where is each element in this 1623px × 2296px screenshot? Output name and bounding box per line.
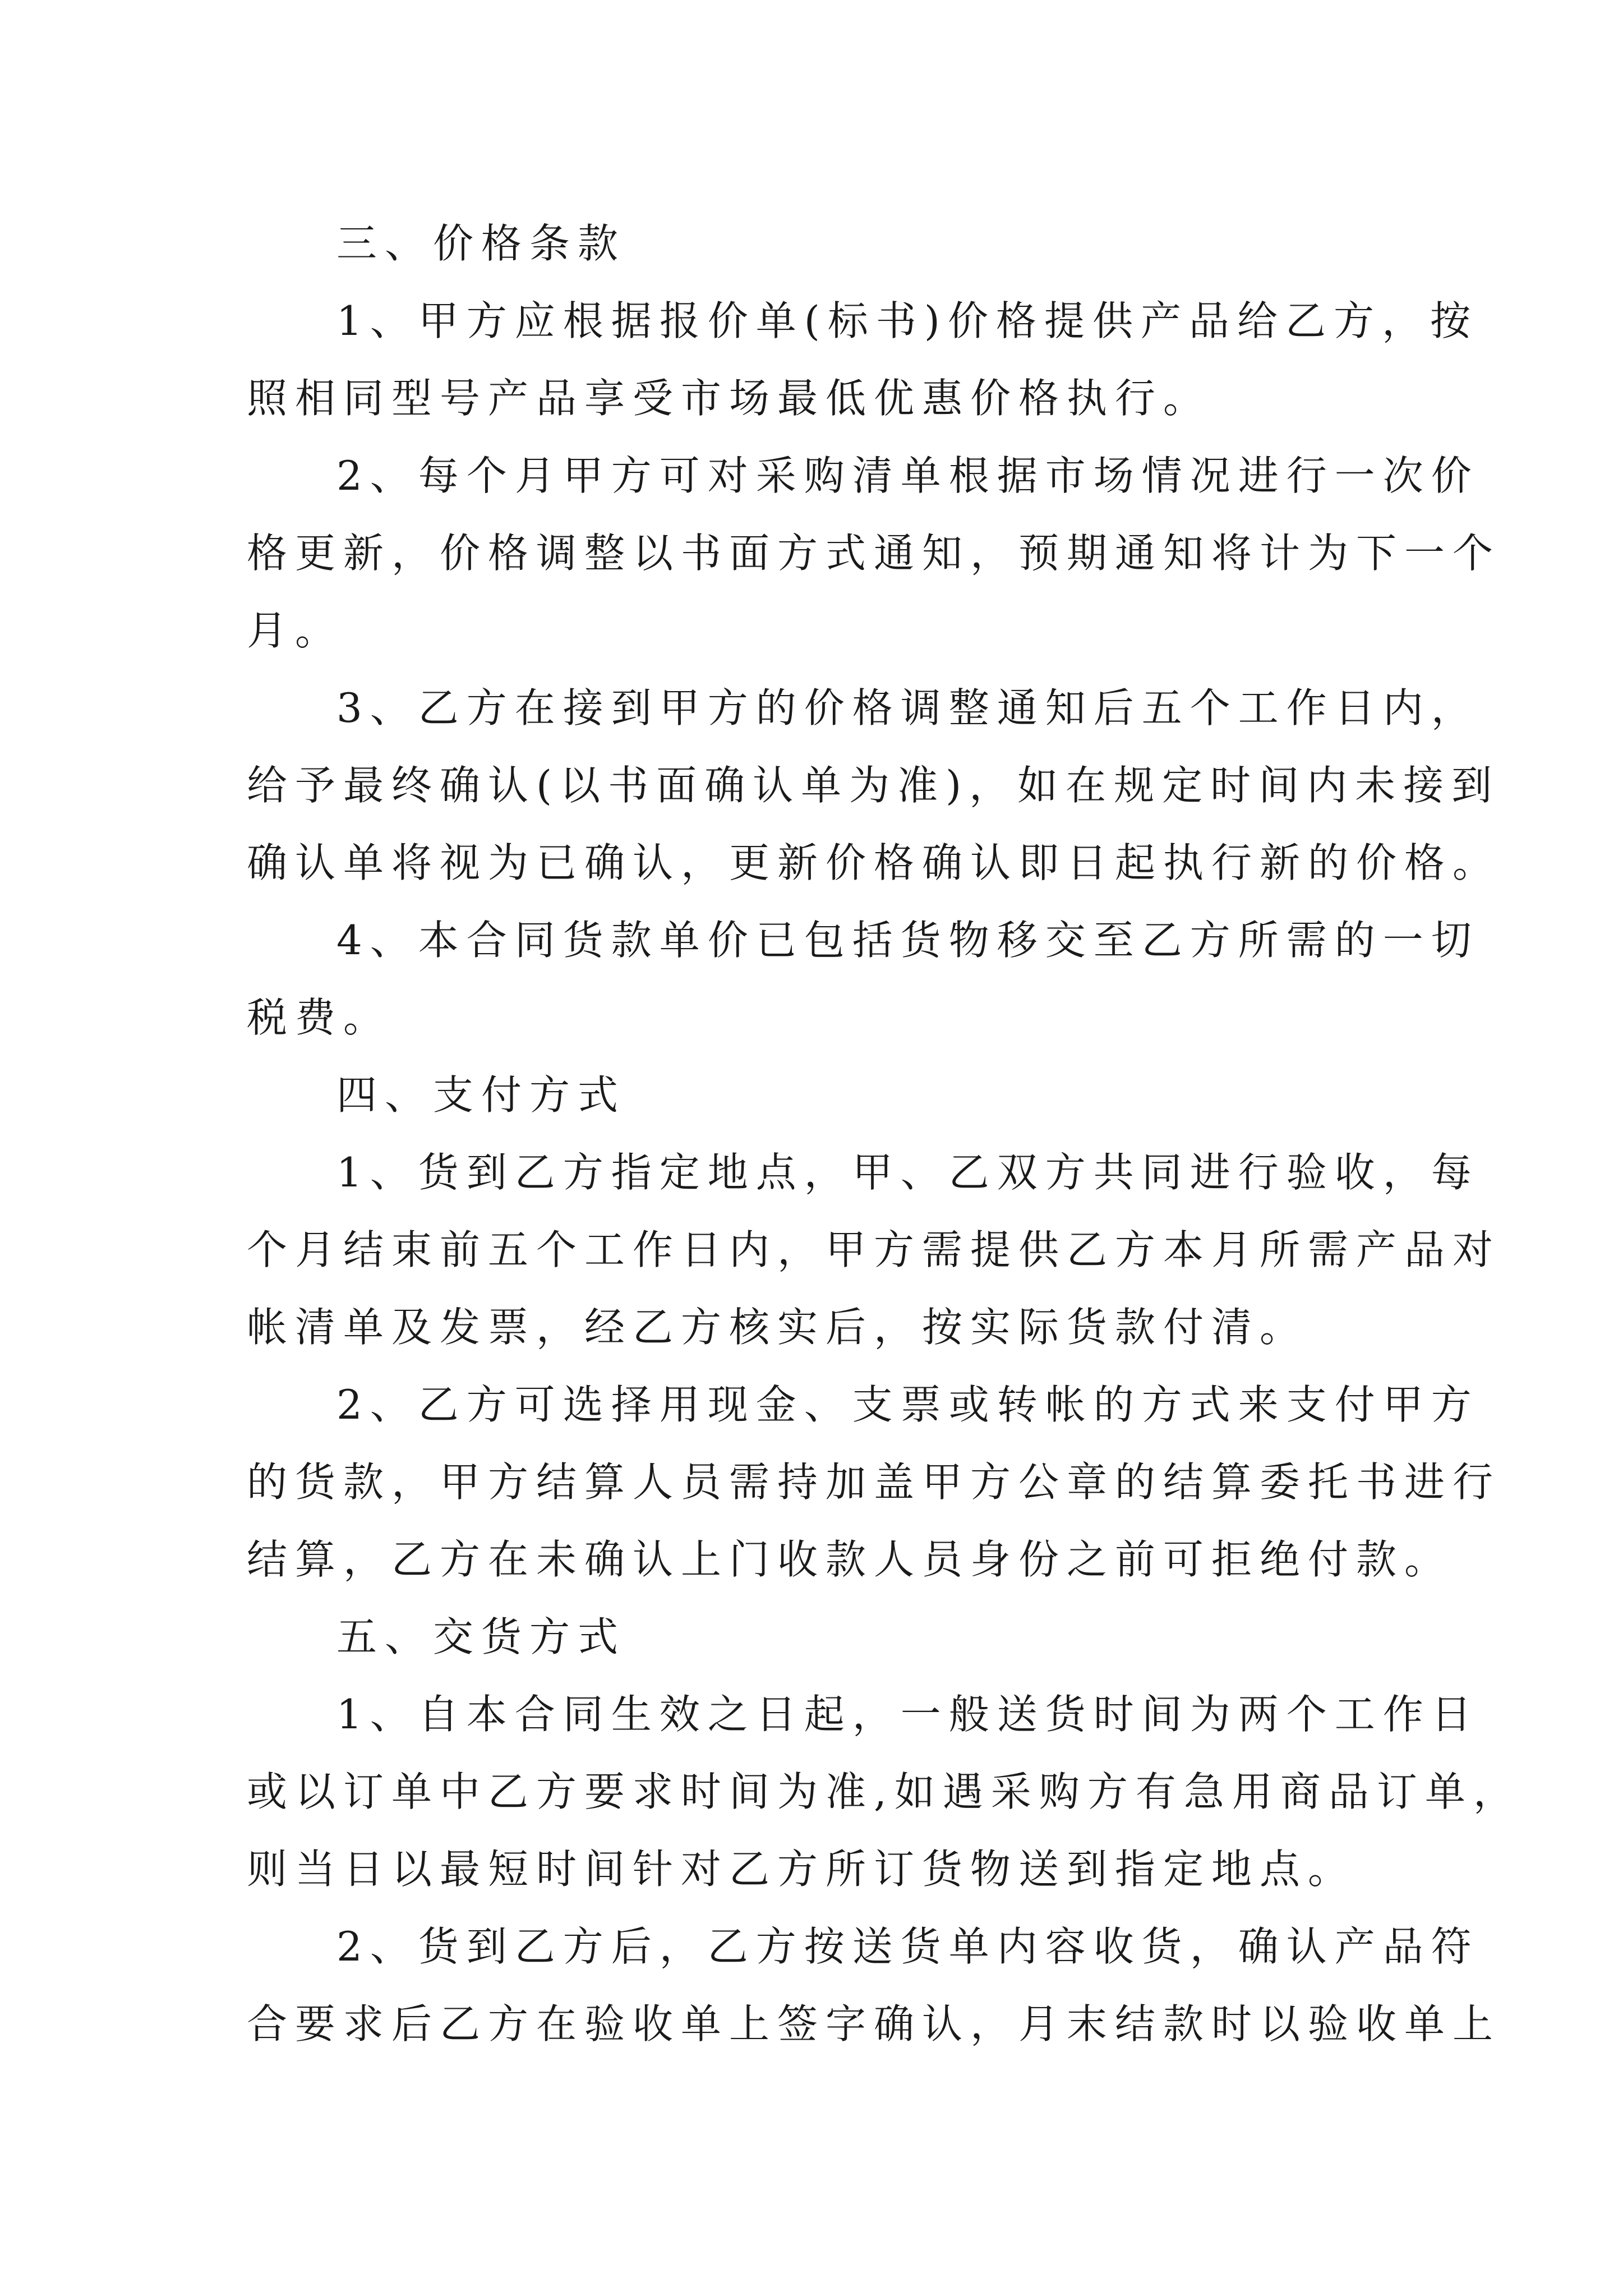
paragraph-line: 或以订单中乙方要求时间为准,如遇采购方有急用商品订单， [247,1768,1521,1815]
paragraph-line: 的货款，甲方结算人员需持加盖甲方公章的结算委托书进行 [247,1458,1501,1506]
paragraph-line: 合要求后乙方在验收单上签字确认，月末结款时以验收单上 [247,2000,1501,2047]
paragraph-line: 个月结束前五个工作日内，甲方需提供乙方本月所需产品对 [247,1226,1501,1273]
paragraph-line: 4、本合同货款单价已包括货物移交至乙方所需的一切 [336,917,1479,964]
paragraph-line: 2、货到乙方后，乙方按送货单内容收货，确认产品符 [336,1923,1479,1970]
paragraph-line: 2、每个月甲方可对采购清单根据市场情况进行一次价 [336,452,1479,499]
paragraph-line: 3、乙方在接到甲方的价格调整通知后五个工作日内， [336,684,1479,731]
paragraph-line: 照相同型号产品享受市场最低优惠价格执行。 [247,375,1212,422]
paragraph-line: 2、乙方可选择用现金、支票或转帐的方式来支付甲方 [336,1381,1479,1428]
paragraph-line: 税费。 [247,994,392,1041]
paragraph-line: 1、甲方应根据报价单(标书)价格提供产品给乙方，按 [336,297,1478,344]
paragraph-line: 确认单将视为已确认，更新价格确认即日起执行新的价格。 [247,839,1501,886]
paragraph-line: 给予最终确认(以书面确认单为准)，如在规定时间内未接到 [247,762,1500,809]
paragraph-line: 月。 [247,607,344,654]
paragraph-line: 结算，乙方在未确认上门收款人员身份之前可拒绝付款。 [247,1536,1453,1583]
paragraph-line: 格更新，价格调整以书面方式通知，预期通知将计为下一个 [247,530,1501,577]
section-heading-delivery-method: 五、交货方式 [336,1613,626,1660]
paragraph-line: 帐清单及发票，经乙方核实后，按实际货款付清。 [247,1304,1308,1351]
section-heading-price-terms: 三、价格条款 [336,220,626,267]
paragraph-line: 则当日以最短时间针对乙方所订货物送到指定地点。 [247,1846,1357,1893]
paragraph-line: 1、自本合同生效之日起，一般送货时间为两个工作日 [336,1691,1479,1738]
section-heading-payment-method: 四、支付方式 [336,1071,626,1119]
paragraph-line: 1、货到乙方指定地点，甲、乙双方共同进行验收，每 [336,1149,1479,1196]
